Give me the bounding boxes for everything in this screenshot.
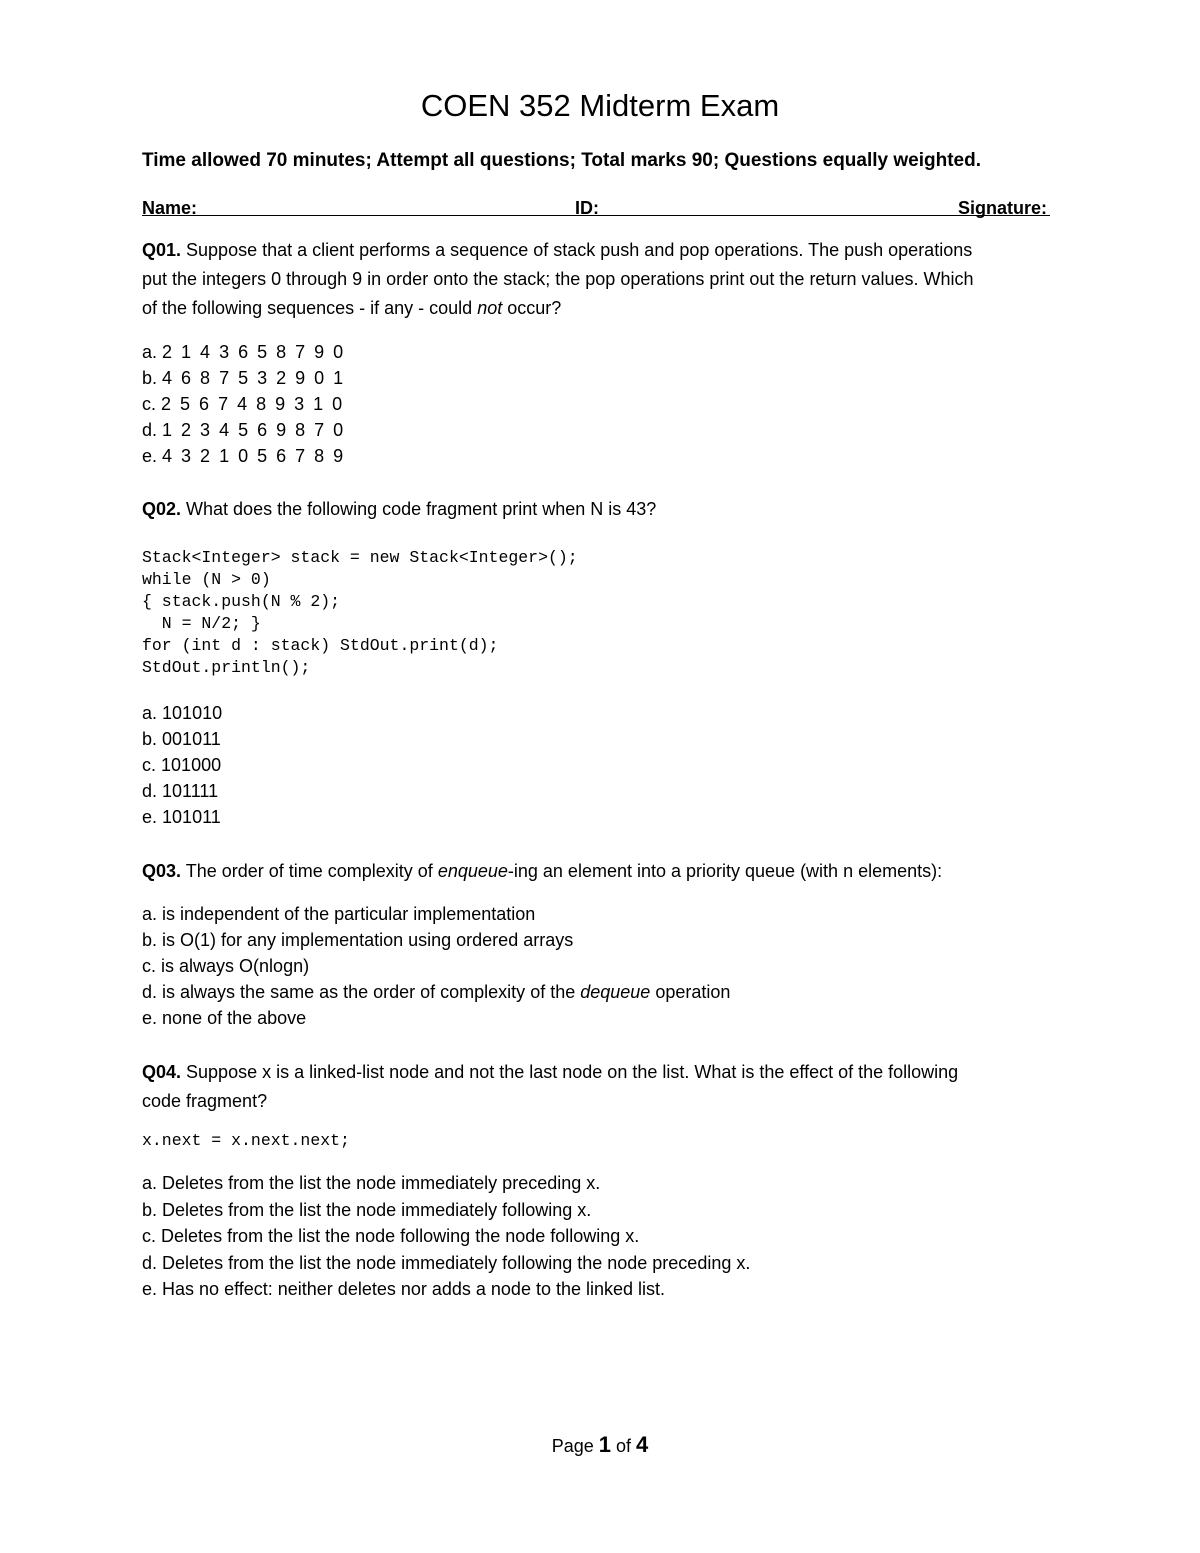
q2-code-line-5: for (int d : stack) StdOut.print(d);	[142, 636, 499, 655]
option-text: 101010	[162, 703, 223, 723]
option-text: is always O(nlogn)	[161, 956, 310, 976]
option-text: 2 1 4 3 6 5 8 7 9 0	[162, 342, 346, 362]
q3-number: Q03.	[142, 861, 182, 881]
option-label: d.	[142, 420, 158, 440]
q3-option-b	[142, 927, 573, 953]
name-field-label: Name:	[142, 198, 198, 218]
q4-option-c	[142, 1223, 639, 1249]
q1-number: Q01.	[142, 240, 182, 260]
option-text: Deletes from the list the node immediately following the node preceding x.	[162, 1253, 751, 1273]
option-label: a.	[142, 703, 158, 723]
footer-current-page: 1	[598, 1432, 611, 1457]
q1-option-a	[142, 339, 345, 365]
q1-line-2: put the integers 0 through 9 in order onto the stack; the pop operations print out the return values. Which	[142, 269, 974, 289]
q4-code: x.next = x.next.next;	[142, 1131, 350, 1150]
option-text: 1 2 3 4 5 6 9 8 7 0	[162, 420, 346, 440]
option-text: Deletes from the list the node immediately following x.	[162, 1200, 592, 1220]
q2-option-d	[142, 778, 218, 804]
q4-line-1	[142, 1058, 958, 1086]
option-label: b.	[142, 930, 158, 950]
q2-code-line-4: N = N/2; }	[142, 614, 261, 633]
q2-text: What does the following code fragment print when N is 43?	[181, 499, 657, 519]
option-text: 4 6 8 7 5 3 2 9 0 1	[162, 368, 346, 388]
q1-text-1: Suppose that a client performs a sequence of stack push and pop operations. The push operations	[181, 240, 973, 260]
q1-line-1	[142, 236, 972, 264]
option-text: 101000	[161, 755, 222, 775]
option-label: e.	[142, 807, 158, 827]
q3-text-a: The order of time complexity of	[181, 861, 438, 881]
option-label: a.	[142, 342, 158, 362]
q2-option-b	[142, 726, 221, 752]
q3-line-1	[142, 857, 942, 885]
q1-option-c	[142, 391, 344, 417]
option-label: d.	[142, 1253, 158, 1273]
option-text: Deletes from the list the node following the node following x.	[161, 1226, 640, 1246]
q4-option-d	[142, 1250, 750, 1276]
page-title: COEN 352 Midterm Exam	[420, 88, 780, 123]
option-label: c.	[142, 956, 157, 976]
q4-line-2: code fragment?	[142, 1091, 268, 1111]
exam-instructions: Time allowed 70 minutes; Attempt all questions; Total marks 90; Questions equally weighted.	[142, 150, 981, 171]
option-label: d.	[142, 982, 158, 1002]
q4-option-a	[142, 1170, 600, 1196]
option-text: is independent of the particular implementation	[162, 904, 536, 924]
q3-text-emphasis: enqueue	[437, 861, 508, 881]
q2-code-line-6: StdOut.println();	[142, 658, 311, 677]
signature-field-label: Signature:	[958, 198, 1048, 218]
q2-option-e	[142, 804, 221, 830]
option-label: e.	[142, 1008, 158, 1028]
q3-option-e	[142, 1005, 306, 1031]
q3-option-c	[142, 953, 309, 979]
option-text: 2 5 6 7 4 8 9 3 1 0	[161, 394, 345, 414]
option-label: b.	[142, 368, 158, 388]
option-label: c.	[142, 394, 157, 414]
q2-code-line-1: Stack<Integer> stack = new Stack<Integer>();	[142, 548, 578, 567]
page-footer	[0, 1432, 1200, 1459]
option-text: 4 3 2 1 0 5 6 7 8 9	[162, 446, 346, 466]
q3-option-d	[142, 979, 730, 1005]
q1-text-3a: of the following sequences - if any - could	[142, 298, 478, 318]
option-text-end: operation	[650, 982, 731, 1002]
q1-text-3b: occur?	[502, 298, 562, 318]
option-label: a.	[142, 904, 158, 924]
option-text: Has no effect: neither deletes nor adds a node to the linked list.	[162, 1279, 666, 1299]
footer-total-pages: 4	[636, 1432, 649, 1457]
q3-option-a	[142, 901, 535, 927]
q2-code-line-2: while (N > 0)	[142, 570, 271, 589]
footer-page-word: Page	[551, 1436, 594, 1456]
option-text: is O(1) for any implementation using ordered arrays	[162, 930, 574, 950]
option-label: a.	[142, 1173, 158, 1193]
q4-option-b	[142, 1197, 591, 1223]
option-text: 001011	[162, 729, 221, 749]
q4-number: Q04.	[142, 1062, 182, 1082]
q1-option-e	[142, 443, 345, 469]
option-text: none of the above	[162, 1008, 307, 1028]
q4-text-1: Suppose x is a linked-list node and not the last node on the list. What is the effect of the following	[181, 1062, 959, 1082]
q2-line-1	[142, 495, 656, 523]
q2-option-c	[142, 752, 221, 778]
id-field-label: ID:	[575, 198, 599, 218]
option-label: c.	[142, 1226, 157, 1246]
q3-text-b: -ing an element into a priority queue (with n elements):	[507, 861, 943, 881]
option-text: 101111	[162, 781, 219, 801]
q2-option-a	[142, 700, 222, 726]
option-label: e.	[142, 1279, 158, 1299]
option-label: d.	[142, 781, 158, 801]
option-text-emphasis: dequeue	[580, 982, 651, 1002]
option-label: e.	[142, 446, 158, 466]
field-underline	[142, 215, 1050, 216]
q2-number: Q02.	[142, 499, 182, 519]
option-label: b.	[142, 1200, 158, 1220]
option-label: b.	[142, 729, 158, 749]
option-text: Deletes from the list the node immediately preceding x.	[162, 1173, 601, 1193]
q1-text-3-emphasis: not	[477, 298, 503, 318]
q1-option-d	[142, 417, 345, 443]
footer-of-word: of	[616, 1436, 632, 1456]
option-label: c.	[142, 755, 157, 775]
q1-option-b	[142, 365, 345, 391]
q2-code-line-3: { stack.push(N % 2);	[142, 592, 341, 611]
option-text: 101011	[162, 807, 221, 827]
option-text: is always the same as the order of complexity of the	[162, 982, 581, 1002]
q1-line-3	[142, 294, 561, 322]
q4-option-e	[142, 1276, 665, 1302]
